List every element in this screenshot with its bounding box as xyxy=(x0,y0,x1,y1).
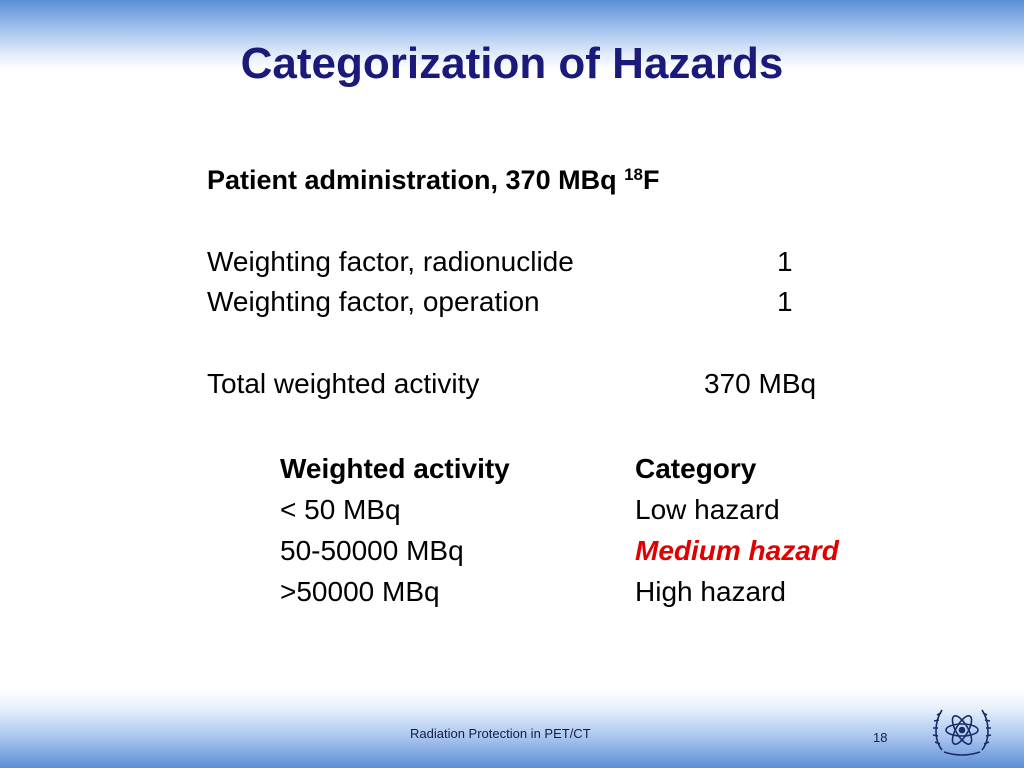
activity-cell: < 50 MBq xyxy=(280,494,401,525)
slide-title: Categorization of Hazards xyxy=(240,39,784,88)
iaea-logo-icon xyxy=(930,700,994,760)
total-weighted-activity-label: Total weighted activity xyxy=(207,368,480,399)
patient-administration-heading xyxy=(207,160,907,200)
slide-content xyxy=(207,160,907,404)
weighting-operation-row xyxy=(207,282,907,322)
table-row xyxy=(280,489,920,530)
category-cell: Low hazard xyxy=(635,494,780,525)
table-header-row xyxy=(280,448,920,489)
header-category: Category xyxy=(635,453,757,484)
weighting-radionuclide-label: Weighting factor, radionuclide xyxy=(207,246,574,277)
weighting-radionuclide-value: 1 xyxy=(777,246,793,277)
activity-cell: >50000 MBq xyxy=(280,576,440,607)
total-weighted-activity-value: 370 MBq xyxy=(704,368,817,399)
heading-superscript: 18 xyxy=(624,165,643,184)
weighting-radionuclide-row xyxy=(207,242,907,282)
category-cell: High hazard xyxy=(635,576,786,607)
footer-title: Radiation Protection in PET/CT xyxy=(410,726,591,741)
heading-suffix: F xyxy=(643,165,660,195)
table-row xyxy=(280,530,920,571)
hazard-category-table xyxy=(280,448,920,612)
heading-text: Patient administration, 370 MBq xyxy=(207,165,625,195)
activity-cell: 50-50000 MBq xyxy=(280,535,464,566)
category-cell-highlight: Medium hazard xyxy=(635,535,839,566)
page-number: 18 xyxy=(873,730,888,745)
weighting-operation-label: Weighting factor, operation xyxy=(207,286,540,317)
weighting-operation-value: 1 xyxy=(777,286,793,317)
table-row xyxy=(280,571,920,612)
total-weighted-activity-row xyxy=(207,364,907,404)
header-weighted-activity: Weighted activity xyxy=(280,453,510,484)
